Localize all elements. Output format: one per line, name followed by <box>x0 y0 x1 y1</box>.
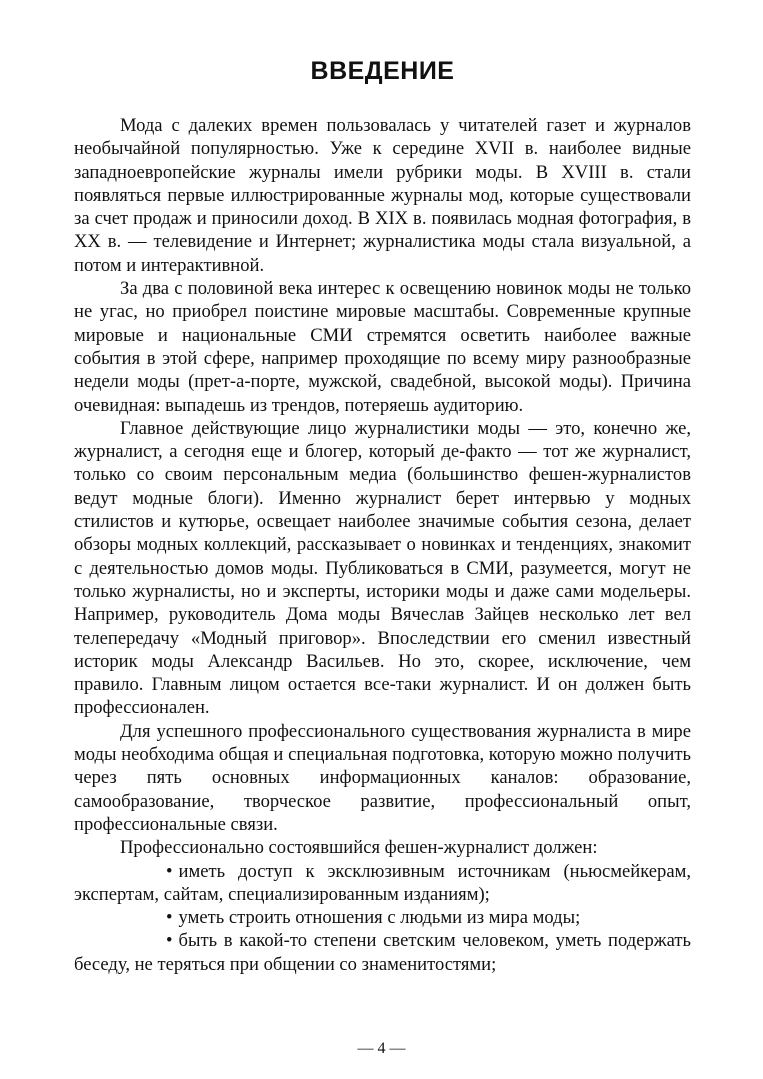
paragraph-1: Мода с далеких времен пользовалась у читателей газет и журналов необычайной популярностью. Уже к середине XVII в. наиболее видные западноевропейские журналы имели рубрики моды. В XVIII в. стали появляться первые иллюстрированные журналы мод, которые существовали за счет продаж и приносили доход. В XIX в. появилась модная фотография, в ХХ в. — телевидение и Интернет; журналистика моды стала визуальной, а потом и интерактивной. <box>74 115 691 276</box>
paragraph-5: Профессионально состоявшийся фешен-журналист должен: <box>120 837 598 859</box>
bullet-icon: • <box>166 907 173 929</box>
page-title: ВВЕДЕНИЕ <box>310 57 455 85</box>
bullet-text-2: уметь строить отношения с людьми из мира моды; <box>178 907 581 929</box>
bullet-item-1 <box>74 860 691 907</box>
bullet-item-3 <box>74 929 691 976</box>
body-text <box>74 114 691 976</box>
bullet-item-2 <box>74 906 691 929</box>
bullet-text-3: быть в какой-то степени светским человеком, уметь подержать беседу, не теряться при общении со знаменитостями; <box>74 930 691 975</box>
paragraph-2: За два с половиной века интерес к освещению новинок моды не только не угас, но приобрел поистине мировые масштабы. Современные крупные мировые и национальные СМИ стремятся осветить наиболее важные события в этой сфере, например проходящие по всему миру разнообразные недели моды (прет-а-порте, мужской, свадебной, высокой моды). Причина очевидная: выпадешь из трендов, потеряешь аудиторию. <box>74 278 691 416</box>
bullet-icon: • <box>166 860 173 882</box>
bullet-icon: • <box>166 930 173 952</box>
document-page <box>74 54 691 976</box>
bullet-text-1: иметь доступ к эксклюзивным источникам (ньюсмейкерам, экспертам, сайтам, специализированным изданиям); <box>74 860 691 905</box>
page-number: — 4 — <box>357 1040 406 1057</box>
paragraph-4: Для успешного профессионального существования журналиста в мире моды необходима общая и специальная подготовка, которую можно получить через пять основных информационных каналов: образование, самообразование, творческое развитие, профессиональный опыт, профессиональные связи. <box>74 720 691 835</box>
paragraph-3: Главное действующие лицо журналистики моды — это, конечно же, журналист, а сегодня еще и блогер, который де-факто — тот же журналист, только со своим персональным медиа (большинство фешен-журналистов ведут модные блоги). Именно журналист берет интервью у модных стилистов и кутюрье, освещает наиболее значимые события сезона, делает обзоры модных коллекций, рассказывает о новинках и тенденциях, знакомит с деятельностью домов моды. Публиковаться в СМИ, разумеется, могут не только журналисты, но и эксперты, историки моды и даже сами модельеры. Например, руководитель Дома моды Вячеслав Зайцев несколько лет вел телепередачу «Модный приговор». Впоследствии его сменил известный историк моды Александр Васильев. Но это, скорее, исключение, чем правило. Главным лицом остается все-таки журналист. И он должен быть профессионален. <box>74 417 691 719</box>
